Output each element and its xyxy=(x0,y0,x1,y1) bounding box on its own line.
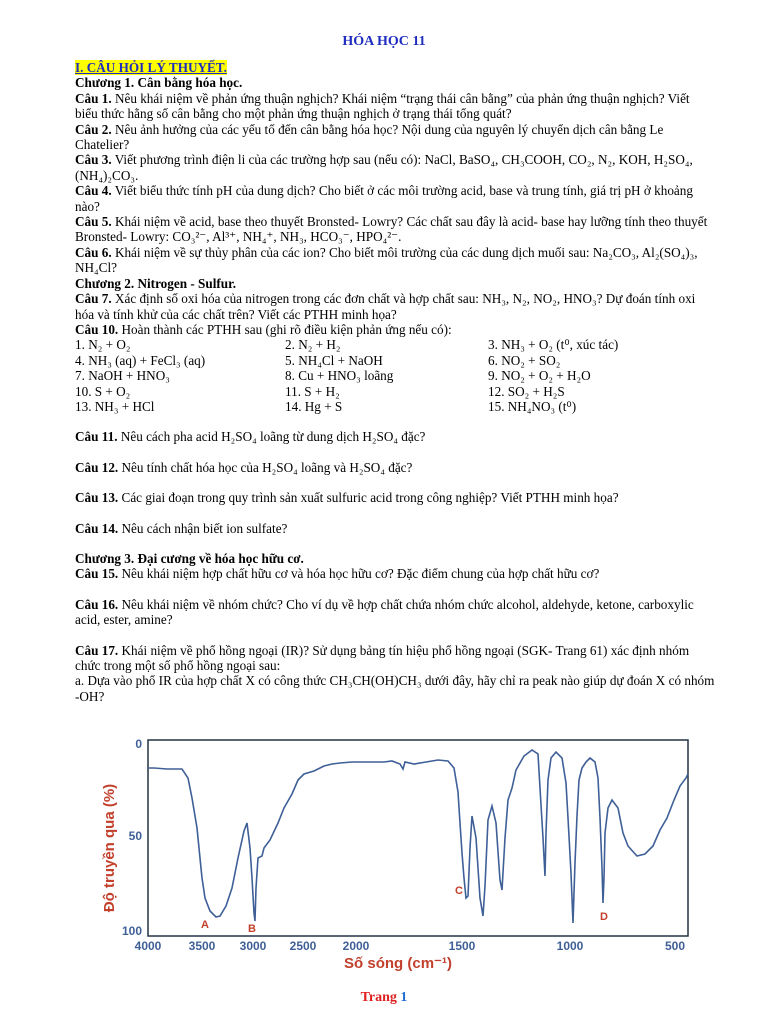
question-15: Câu 15. Nêu khái niệm hợp chất hữu cơ và hóa học hữu cơ? Đặc điểm chung của hợp chất hữu cơ? xyxy=(75,566,600,582)
question-17: Câu 17. Khái niệm về phổ hồng ngoại (IR)? Sử dụng bảng tín hiệu phổ hồng ngoại (SGK- Trang 61) xác định nhóm chức trong một số phổ hồng ngoại sau: xyxy=(75,642,690,673)
question-5: Câu 5. Khái niệm về acid, base theo thuyết Bronsted- Lowry? Các chất sau đây là acid- base hay lưỡng tính theo thuyết Bronsted- Lowry: CO₃²⁻, Al³⁺, NH₄⁺, NH₃, HCO₃⁻, HPO₄²⁻. xyxy=(75,214,708,245)
x-tick-2000: 2000 xyxy=(342,939,370,953)
y-tick-0: 0 xyxy=(135,737,142,751)
x-tick-500: 500 xyxy=(664,939,686,953)
reaction-item: 15. NH₄NO₃ (t⁰) xyxy=(488,398,577,414)
plot-frame xyxy=(148,740,688,936)
question-1: Câu 1. Nêu khái niệm về phản ứng thuận nghịch? Khái niệm “trạng thái cân bằng” của phản ứng thuận nghịch? Viết biểu thức hằng số cân bằng cho một phản ứng thuận nghịch ở trạng thái tổng quát? xyxy=(75,90,690,122)
chapter-1-heading: Chương 1. Cân bằng hóa học. xyxy=(75,75,243,91)
question-3: Câu 3. Viết phương trình điện li của các trường hợp sau (nếu có): NaCl, BaSO₄, CH₃COOH, CO₂, N₂, KOH, H₂SO₄, (NH₄)₂CO₃. xyxy=(75,152,693,183)
chapter-3-heading: Chương 3. Đại cương về hóa học hữu cơ. xyxy=(75,550,304,566)
reaction-item: 7. NaOH + HNO₃ xyxy=(75,368,170,384)
question-6: Câu 6. Khái niệm về sự thủy phân của các ion? Cho biết môi trường của các dung dịch muối sau: Na₂CO₃, Al₂(SO₄)₃, NH₄Cl? xyxy=(75,244,698,276)
y-tick-50: 50 xyxy=(128,829,142,843)
question-17a: a. Dựa vào phổ IR của hợp chất X có công thức CH₃CH(OH)CH₃ dưới đây, hãy chỉ ra peak nào giúp dự đoán X có nhóm -OH? xyxy=(75,673,715,704)
ir-spectrum-figure xyxy=(92,728,702,973)
reaction-item: 4. NH₃ (aq) + FeCl₃ (aq) xyxy=(75,352,206,368)
reaction-item: 2. N₂ + H₂ xyxy=(285,337,341,353)
document-body xyxy=(75,60,715,704)
x-tick-1500: 1500 xyxy=(448,939,476,953)
x-tick-1000: 1000 xyxy=(556,939,584,953)
question-13: Câu 13. Các giai đoạn trong quy trình sản xuất sulfuric acid trong công nghiệp? Viết PTHH minh họa? xyxy=(75,490,619,506)
peak-label-d: D xyxy=(600,911,608,923)
reaction-item: 1. N₂ + O₂ xyxy=(75,337,131,353)
question-16: Câu 16. Nêu khái niệm về nhóm chức? Cho ví dụ về hợp chất chứa nhóm chức alcohol, aldehyde, ketone, carboxylic acid, ester, amine? xyxy=(75,596,694,628)
question-11: Câu 11. Nêu cách pha acid H₂SO₄ loãng từ dung dịch H₂SO₄ đặc? xyxy=(75,429,426,445)
question-7: Câu 7. Xác định số oxi hóa của nitrogen trong các đơn chất và hợp chất sau: NH₃, N₂, NO₂, HNO₃? Dự đoán tính oxi hóa và tính khử của các chất trên? Viết các PTHH minh họa? xyxy=(75,291,696,322)
y-axis-label: Độ truyền qua (%) xyxy=(101,783,118,913)
question-12: Câu 12. Nêu tính chất hóa học của H₂SO₄ loãng và H₂SO₄ đặc? xyxy=(75,459,413,475)
footer-label: Trang xyxy=(360,990,397,1005)
page-title: HÓA HỌC 11 xyxy=(342,34,426,49)
page-number: 1 xyxy=(400,990,408,1005)
question-2: Câu 2. Nêu ảnh hưởng của các yếu tố đến cân bằng hóa học? Nội dung của nguyên lý chuyển dịch cân bằng Le Chatelier? xyxy=(75,121,664,153)
section-heading: I. CÂU HỎI LÝ THUYẾT. xyxy=(75,60,227,75)
spectrum-line xyxy=(148,750,688,923)
reaction-item: 9. NO₂ + O₂ + H₂O xyxy=(488,368,591,384)
x-tick-3000: 3000 xyxy=(239,939,267,953)
reaction-list xyxy=(75,337,715,414)
question-4: Câu 4. Viết biểu thức tính pH của dung dịch? Cho biết ở các môi trường acid, base và trung tính, giá trị pH ở khoảng nào? xyxy=(75,183,693,214)
page-footer xyxy=(0,990,768,1006)
x-tick-2500: 2500 xyxy=(289,939,317,953)
question-14: Câu 14. Nêu cách nhận biết ion sulfate? xyxy=(75,520,288,536)
chapter-2-heading: Chương 2. Nitrogen - Sulfur. xyxy=(75,275,237,291)
reaction-item: 13. NH₃ + HCl xyxy=(75,398,155,414)
peak-label-c: C xyxy=(455,885,463,897)
reaction-item: 8. Cu + HNO₃ loãng xyxy=(285,368,394,384)
reaction-item: 14. Hg + S xyxy=(285,398,343,414)
question-10: Câu 10. Hoàn thành các PTHH sau (ghi rõ điều kiện phản ứng nếu có): xyxy=(75,321,452,337)
x-tick-4000: 4000 xyxy=(134,939,162,953)
reaction-item: 11. S + H₂ xyxy=(285,383,340,399)
reaction-item: 10. S + O₂ xyxy=(75,383,131,399)
reaction-item: 3. NH₃ + O₂ (t⁰, xúc tác) xyxy=(488,337,619,353)
y-tick-100: 100 xyxy=(121,924,142,938)
reaction-item: 12. SO₂ + H₂S xyxy=(488,383,565,399)
peak-label-a: A xyxy=(201,919,209,931)
reaction-item: 6. NO₂ + SO₂ xyxy=(488,352,561,368)
peak-label-b: B xyxy=(248,923,256,935)
reaction-item: 5. NH₄Cl + NaOH xyxy=(285,352,383,368)
x-axis-label: Số sóng (cm⁻¹) xyxy=(344,955,452,972)
x-tick-3500: 3500 xyxy=(188,939,216,953)
